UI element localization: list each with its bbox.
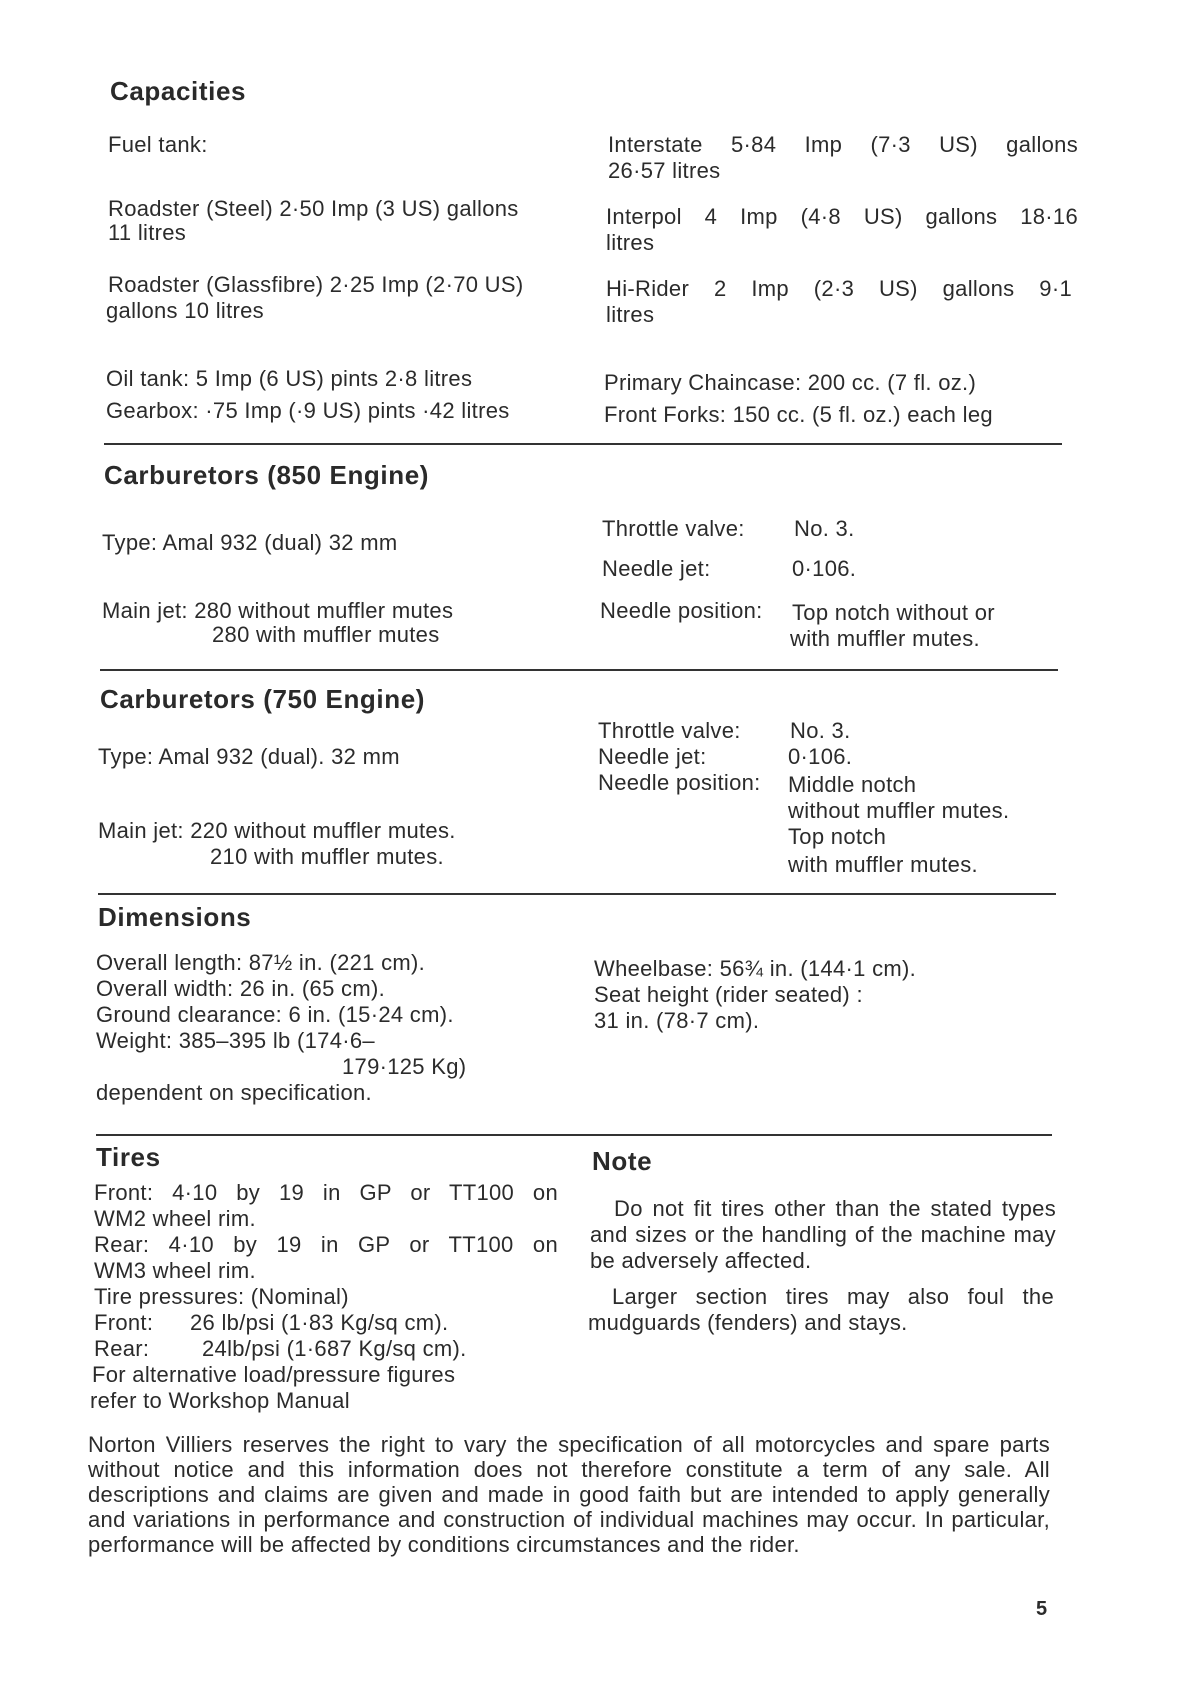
- interpol-line2: litres: [606, 230, 655, 255]
- carb850-needle-pos-label: Needle position:: [600, 598, 763, 623]
- tires-heading: Tires: [96, 1142, 161, 1172]
- disclaimer-paragraph: Norton Villiers reserves the right to vary the specification of all motorcycles and spare parts without notice and this information does not therefore constitute a term of any sale. All descriptions and claims are given and made in good faith but are intended to apply generally and variations in performance and construction of individual machines may occur. In particular, performance will be affected by conditions circumstances and the rider.: [88, 1432, 1050, 1557]
- tires-rear-line2: WM3 wheel rim.: [94, 1258, 256, 1283]
- page-number: 5: [1036, 1598, 1048, 1620]
- carb850-heading: Carburetors (850 Engine): [104, 460, 430, 490]
- carb850-type: Type: Amal 932 (dual) 32 mm: [102, 530, 398, 555]
- interpol-line1: Interpol 4 Imp (4·8 US) gallons 18·16: [606, 204, 1078, 229]
- seat-height-line2: 31 in. (78·7 cm).: [594, 1008, 760, 1033]
- carb850-needle-pos-line2: with muffler mutes.: [790, 626, 980, 651]
- weight-line3: dependent on specification.: [96, 1080, 372, 1105]
- alt-figures-line2: refer to Workshop Manual: [90, 1388, 350, 1413]
- note-paragraph-2: Larger section tires may also foul the mudguards (fenders) and stays.: [588, 1284, 1054, 1335]
- tires-front-line2: WM2 wheel rim.: [94, 1206, 256, 1231]
- carb750-throttle-label: Throttle valve:: [598, 718, 741, 743]
- fuel-tank-label: Fuel tank:: [108, 132, 208, 157]
- carb750-needle-pos-line3: Top notch: [788, 824, 887, 849]
- roadster-glass-line1: Roadster (Glassfibre) 2·25 Imp (2·70 US): [108, 272, 524, 297]
- roadster-steel-line2: 11 litres: [108, 220, 187, 245]
- front-forks: Front Forks: 150 cc. (5 fl. oz.) each leg: [604, 402, 993, 427]
- divider: [98, 893, 1056, 895]
- gearbox: Gearbox: ·75 Imp (·9 US) pints ·42 litres: [106, 398, 510, 423]
- roadster-steel-line1: Roadster (Steel) 2·50 Imp (3 US) gallons: [108, 196, 519, 221]
- seat-height-line1: Seat height (rider seated) :: [594, 982, 863, 1007]
- hirider-line1: Hi-Rider 2 Imp (2·3 US) gallons 9·1: [606, 276, 1072, 301]
- carb750-needle-pos-label: Needle position:: [598, 770, 761, 795]
- oil-tank: Oil tank: 5 Imp (6 US) pints 2·8 litres: [106, 366, 473, 391]
- divider: [100, 669, 1058, 671]
- hirider-line2: litres: [606, 302, 655, 327]
- weight-line1: Weight: 385–395 lb (174·6–: [96, 1028, 375, 1053]
- capacities-heading: Capacities: [110, 76, 247, 106]
- carb850-throttle-label: Throttle valve:: [602, 516, 745, 541]
- carb850-needle-pos-line1: Top notch without or: [792, 600, 995, 625]
- carb850-main-jet-line2: 280 with muffler mutes: [212, 622, 440, 647]
- carb850-throttle-value: No. 3.: [794, 516, 855, 541]
- carb750-needle-pos-line4: with muffler mutes.: [788, 852, 978, 877]
- carb750-needle-jet-value: 0·106.: [788, 744, 853, 769]
- dimensions-heading: Dimensions: [98, 902, 252, 932]
- wheelbase: Wheelbase: 56¾ in. (144·1 cm).: [594, 956, 917, 981]
- tires-front-line1: Front: 4·10 by 19 in GP or TT100 on: [94, 1180, 558, 1205]
- carb850-main-jet-line1: Main jet: 280 without muffler mutes: [102, 598, 454, 623]
- divider: [96, 1134, 1052, 1136]
- primary-chaincase: Primary Chaincase: 200 cc. (7 fl. oz.): [604, 370, 977, 395]
- overall-length: Overall length: 87½ in. (221 cm).: [96, 950, 426, 975]
- carb850-needle-jet-label: Needle jet:: [602, 556, 711, 581]
- carb850-needle-jet-value: 0·106.: [792, 556, 857, 581]
- carb750-main-jet-line2: 210 with muffler mutes.: [210, 844, 444, 869]
- carb750-needle-pos-line1: Middle notch: [788, 772, 917, 797]
- tires-rear-line1: Rear: 4·10 by 19 in GP or TT100 on: [94, 1232, 558, 1257]
- roadster-glass-line2: gallons 10 litres: [106, 298, 264, 323]
- weight-line2: 179·125 Kg): [342, 1054, 467, 1079]
- note-paragraph-1: Do not fit tires other than the stated types and sizes or the handling of the machine may be adversely affected.: [590, 1196, 1056, 1273]
- front-pressure-value: 26 lb/psi (1·83 Kg/sq cm).: [190, 1310, 449, 1335]
- interstate-line1: Interstate 5·84 Imp (7·3 US) gallons: [608, 132, 1078, 157]
- alt-figures-line1: For alternative load/pressure figures: [92, 1362, 456, 1387]
- carb750-type: Type: Amal 932 (dual). 32 mm: [98, 744, 400, 769]
- carb750-needle-jet-label: Needle jet:: [598, 744, 707, 769]
- ground-clearance: Ground clearance: 6 in. (15·24 cm).: [96, 1002, 454, 1027]
- rear-pressure-value: 24lb/psi (1·687 Kg/sq cm).: [202, 1336, 467, 1361]
- carb750-main-jet-line1: Main jet: 220 without muffler mutes.: [98, 818, 456, 843]
- overall-width: Overall width: 26 in. (65 cm).: [96, 976, 385, 1001]
- divider: [104, 443, 1062, 445]
- front-pressure-label: Front:: [94, 1310, 154, 1335]
- carb750-heading: Carburetors (750 Engine): [100, 684, 426, 714]
- note-heading: Note: [592, 1146, 653, 1176]
- tire-pressures-label: Tire pressures: (Nominal): [94, 1284, 349, 1309]
- carb750-throttle-value: No. 3.: [790, 718, 851, 743]
- interstate-line2: 26·57 litres: [608, 158, 721, 183]
- carb750-needle-pos-line2: without muffler mutes.: [788, 798, 1010, 823]
- rear-pressure-label: Rear:: [94, 1336, 150, 1361]
